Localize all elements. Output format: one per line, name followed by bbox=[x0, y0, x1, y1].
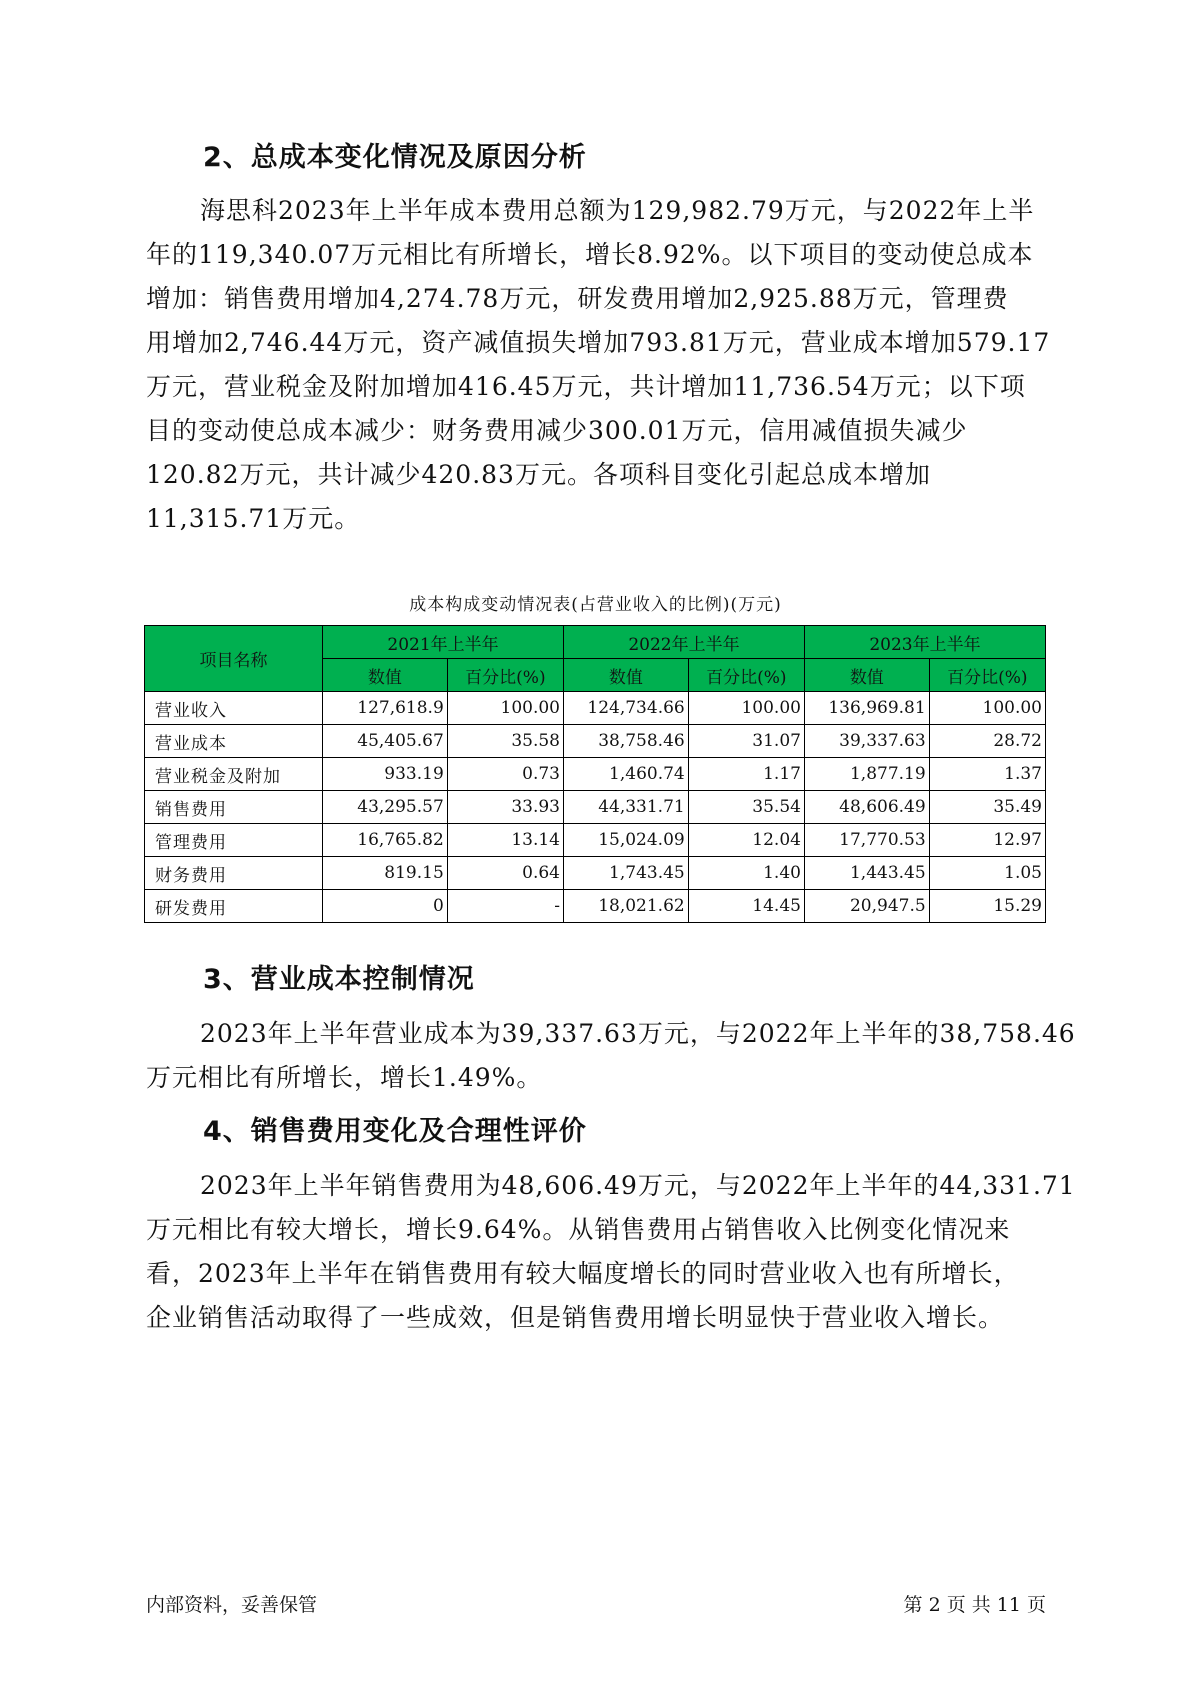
percent-cell: 100.00 bbox=[929, 692, 1045, 725]
percent-cell: 33.93 bbox=[447, 791, 563, 824]
paragraph-line: 2023年上半年营业成本为39,337.63万元，与2022年上半年的38,758.46 bbox=[200, 1019, 1076, 1048]
value-cell: 124,734.66 bbox=[564, 692, 689, 725]
paragraph-line: 11,315.71万元。 bbox=[146, 504, 361, 533]
paragraph-line: 120.82万元，共计减少420.83万元。各项科目变化引起总成本增加 bbox=[146, 460, 931, 489]
value-cell: 136,969.81 bbox=[804, 692, 929, 725]
value-cell: 127,618.9 bbox=[323, 692, 448, 725]
percent-cell: 15.29 bbox=[929, 890, 1045, 923]
row-label: 财务费用 bbox=[145, 857, 323, 890]
value-cell: 17,770.53 bbox=[804, 824, 929, 857]
percent-cell: 1.37 bbox=[929, 758, 1045, 791]
paragraph-line: 2023年上半年销售费用为48,606.49万元，与2022年上半年的44,331.71 bbox=[200, 1171, 1076, 1200]
paragraph-line: 万元相比有较大增长，增长9.64%。从销售费用占销售收入比例变化情况来 bbox=[146, 1215, 1011, 1244]
section-3-heading: 3、营业成本控制情况 bbox=[203, 964, 475, 995]
percent-cell: 12.97 bbox=[929, 824, 1045, 857]
footer-confidential-note: 内部资料，妥善保管 bbox=[146, 1594, 318, 1616]
value-header: 数值 bbox=[564, 659, 689, 692]
row-label: 营业收入 bbox=[145, 692, 323, 725]
percent-cell: 35.58 bbox=[447, 725, 563, 758]
row-label: 营业税金及附加 bbox=[145, 758, 323, 791]
period-header: 2022年上半年 bbox=[564, 626, 805, 659]
value-cell: 819.15 bbox=[323, 857, 448, 890]
value-cell: 1,743.45 bbox=[564, 857, 689, 890]
percent-cell: 1.40 bbox=[688, 857, 804, 890]
row-label: 研发费用 bbox=[145, 890, 323, 923]
percent-header: 百分比(%) bbox=[929, 659, 1045, 692]
paragraph-line: 万元，营业税金及附加增加416.45万元，共计增加11,736.54万元；以下项 bbox=[146, 372, 1026, 401]
table-row bbox=[145, 857, 1046, 890]
table-header-row bbox=[145, 626, 1046, 659]
percent-cell: 13.14 bbox=[447, 824, 563, 857]
paragraph-line: 看，2023年上半年在销售费用有较大幅度增长的同时营业收入也有所增长， bbox=[146, 1259, 1020, 1288]
percent-cell: 12.04 bbox=[688, 824, 804, 857]
value-cell: 1,877.19 bbox=[804, 758, 929, 791]
value-header: 数值 bbox=[323, 659, 448, 692]
row-label: 销售费用 bbox=[145, 791, 323, 824]
percent-cell: 0.64 bbox=[447, 857, 563, 890]
value-cell: 44,331.71 bbox=[564, 791, 689, 824]
paragraph-line: 万元相比有所增长，增长1.49%。 bbox=[146, 1063, 543, 1092]
paragraph-line: 目的变动使总成本减少：财务费用减少300.01万元，信用减值损失减少 bbox=[146, 416, 968, 445]
section-3-paragraph bbox=[146, 1012, 1076, 1100]
value-cell: 18,021.62 bbox=[564, 890, 689, 923]
percent-header: 百分比(%) bbox=[688, 659, 804, 692]
value-cell: 15,024.09 bbox=[564, 824, 689, 857]
value-cell: 933.19 bbox=[323, 758, 448, 791]
percent-cell: 35.54 bbox=[688, 791, 804, 824]
table-row bbox=[145, 692, 1046, 725]
percent-header: 百分比(%) bbox=[447, 659, 563, 692]
percent-cell: 1.17 bbox=[688, 758, 804, 791]
paragraph-line: 企业销售活动取得了一些成效，但是销售费用增长明显快于营业收入增长。 bbox=[146, 1303, 1005, 1332]
row-label: 管理费用 bbox=[145, 824, 323, 857]
table-row bbox=[145, 791, 1046, 824]
value-cell: 45,405.67 bbox=[323, 725, 448, 758]
row-label: 营业成本 bbox=[145, 725, 323, 758]
value-cell: 48,606.49 bbox=[804, 791, 929, 824]
section-4-paragraph bbox=[146, 1164, 1076, 1340]
footer-page-number: 第 2 页 共 11 页 bbox=[903, 1594, 1046, 1616]
value-cell: 1,460.74 bbox=[564, 758, 689, 791]
value-cell: 16,765.82 bbox=[323, 824, 448, 857]
percent-cell: 31.07 bbox=[688, 725, 804, 758]
section-4-heading: 4、销售费用变化及合理性评价 bbox=[203, 1116, 587, 1147]
table-row bbox=[145, 725, 1046, 758]
paragraph-line: 增加：销售费用增加4,274.78万元，研发费用增加2,925.88万元，管理费 bbox=[146, 284, 1009, 313]
value-cell: 39,337.63 bbox=[804, 725, 929, 758]
value-header: 数值 bbox=[804, 659, 929, 692]
paragraph-line: 年的119,340.07万元相比有所增长，增长8.92%。以下项目的变动使总成本 bbox=[146, 240, 1034, 269]
value-cell: 43,295.57 bbox=[323, 791, 448, 824]
value-cell: 20,947.5 bbox=[804, 890, 929, 923]
table-row bbox=[145, 890, 1046, 923]
value-cell: 0 bbox=[323, 890, 448, 923]
table-row bbox=[145, 758, 1046, 791]
period-header: 2023年上半年 bbox=[804, 626, 1045, 659]
percent-cell: 0.73 bbox=[447, 758, 563, 791]
table-row bbox=[145, 824, 1046, 857]
percent-cell: 35.49 bbox=[929, 791, 1045, 824]
table-caption: 成本构成变动情况表(占营业收入的比例)(万元) bbox=[409, 595, 782, 615]
percent-cell: 100.00 bbox=[688, 692, 804, 725]
section-2-heading: 2、总成本变化情况及原因分析 bbox=[203, 142, 587, 173]
period-header: 2021年上半年 bbox=[323, 626, 564, 659]
item-name-header: 项目名称 bbox=[145, 626, 323, 692]
value-cell: 1,443.45 bbox=[804, 857, 929, 890]
paragraph-line: 海思科2023年上半年成本费用总额为129,982.79万元，与2022年上半 bbox=[200, 196, 1035, 225]
paragraph-line: 用增加2,746.44万元，资产减值损失增加793.81万元，营业成本增加579.17 bbox=[146, 328, 1051, 357]
percent-cell: 14.45 bbox=[688, 890, 804, 923]
percent-cell: 28.72 bbox=[929, 725, 1045, 758]
percent-cell: - bbox=[447, 890, 563, 923]
percent-cell: 1.05 bbox=[929, 857, 1045, 890]
percent-cell: 100.00 bbox=[447, 692, 563, 725]
value-cell: 38,758.46 bbox=[564, 725, 689, 758]
cost-structure-table bbox=[144, 625, 1046, 923]
section-2-paragraph bbox=[146, 189, 1051, 541]
